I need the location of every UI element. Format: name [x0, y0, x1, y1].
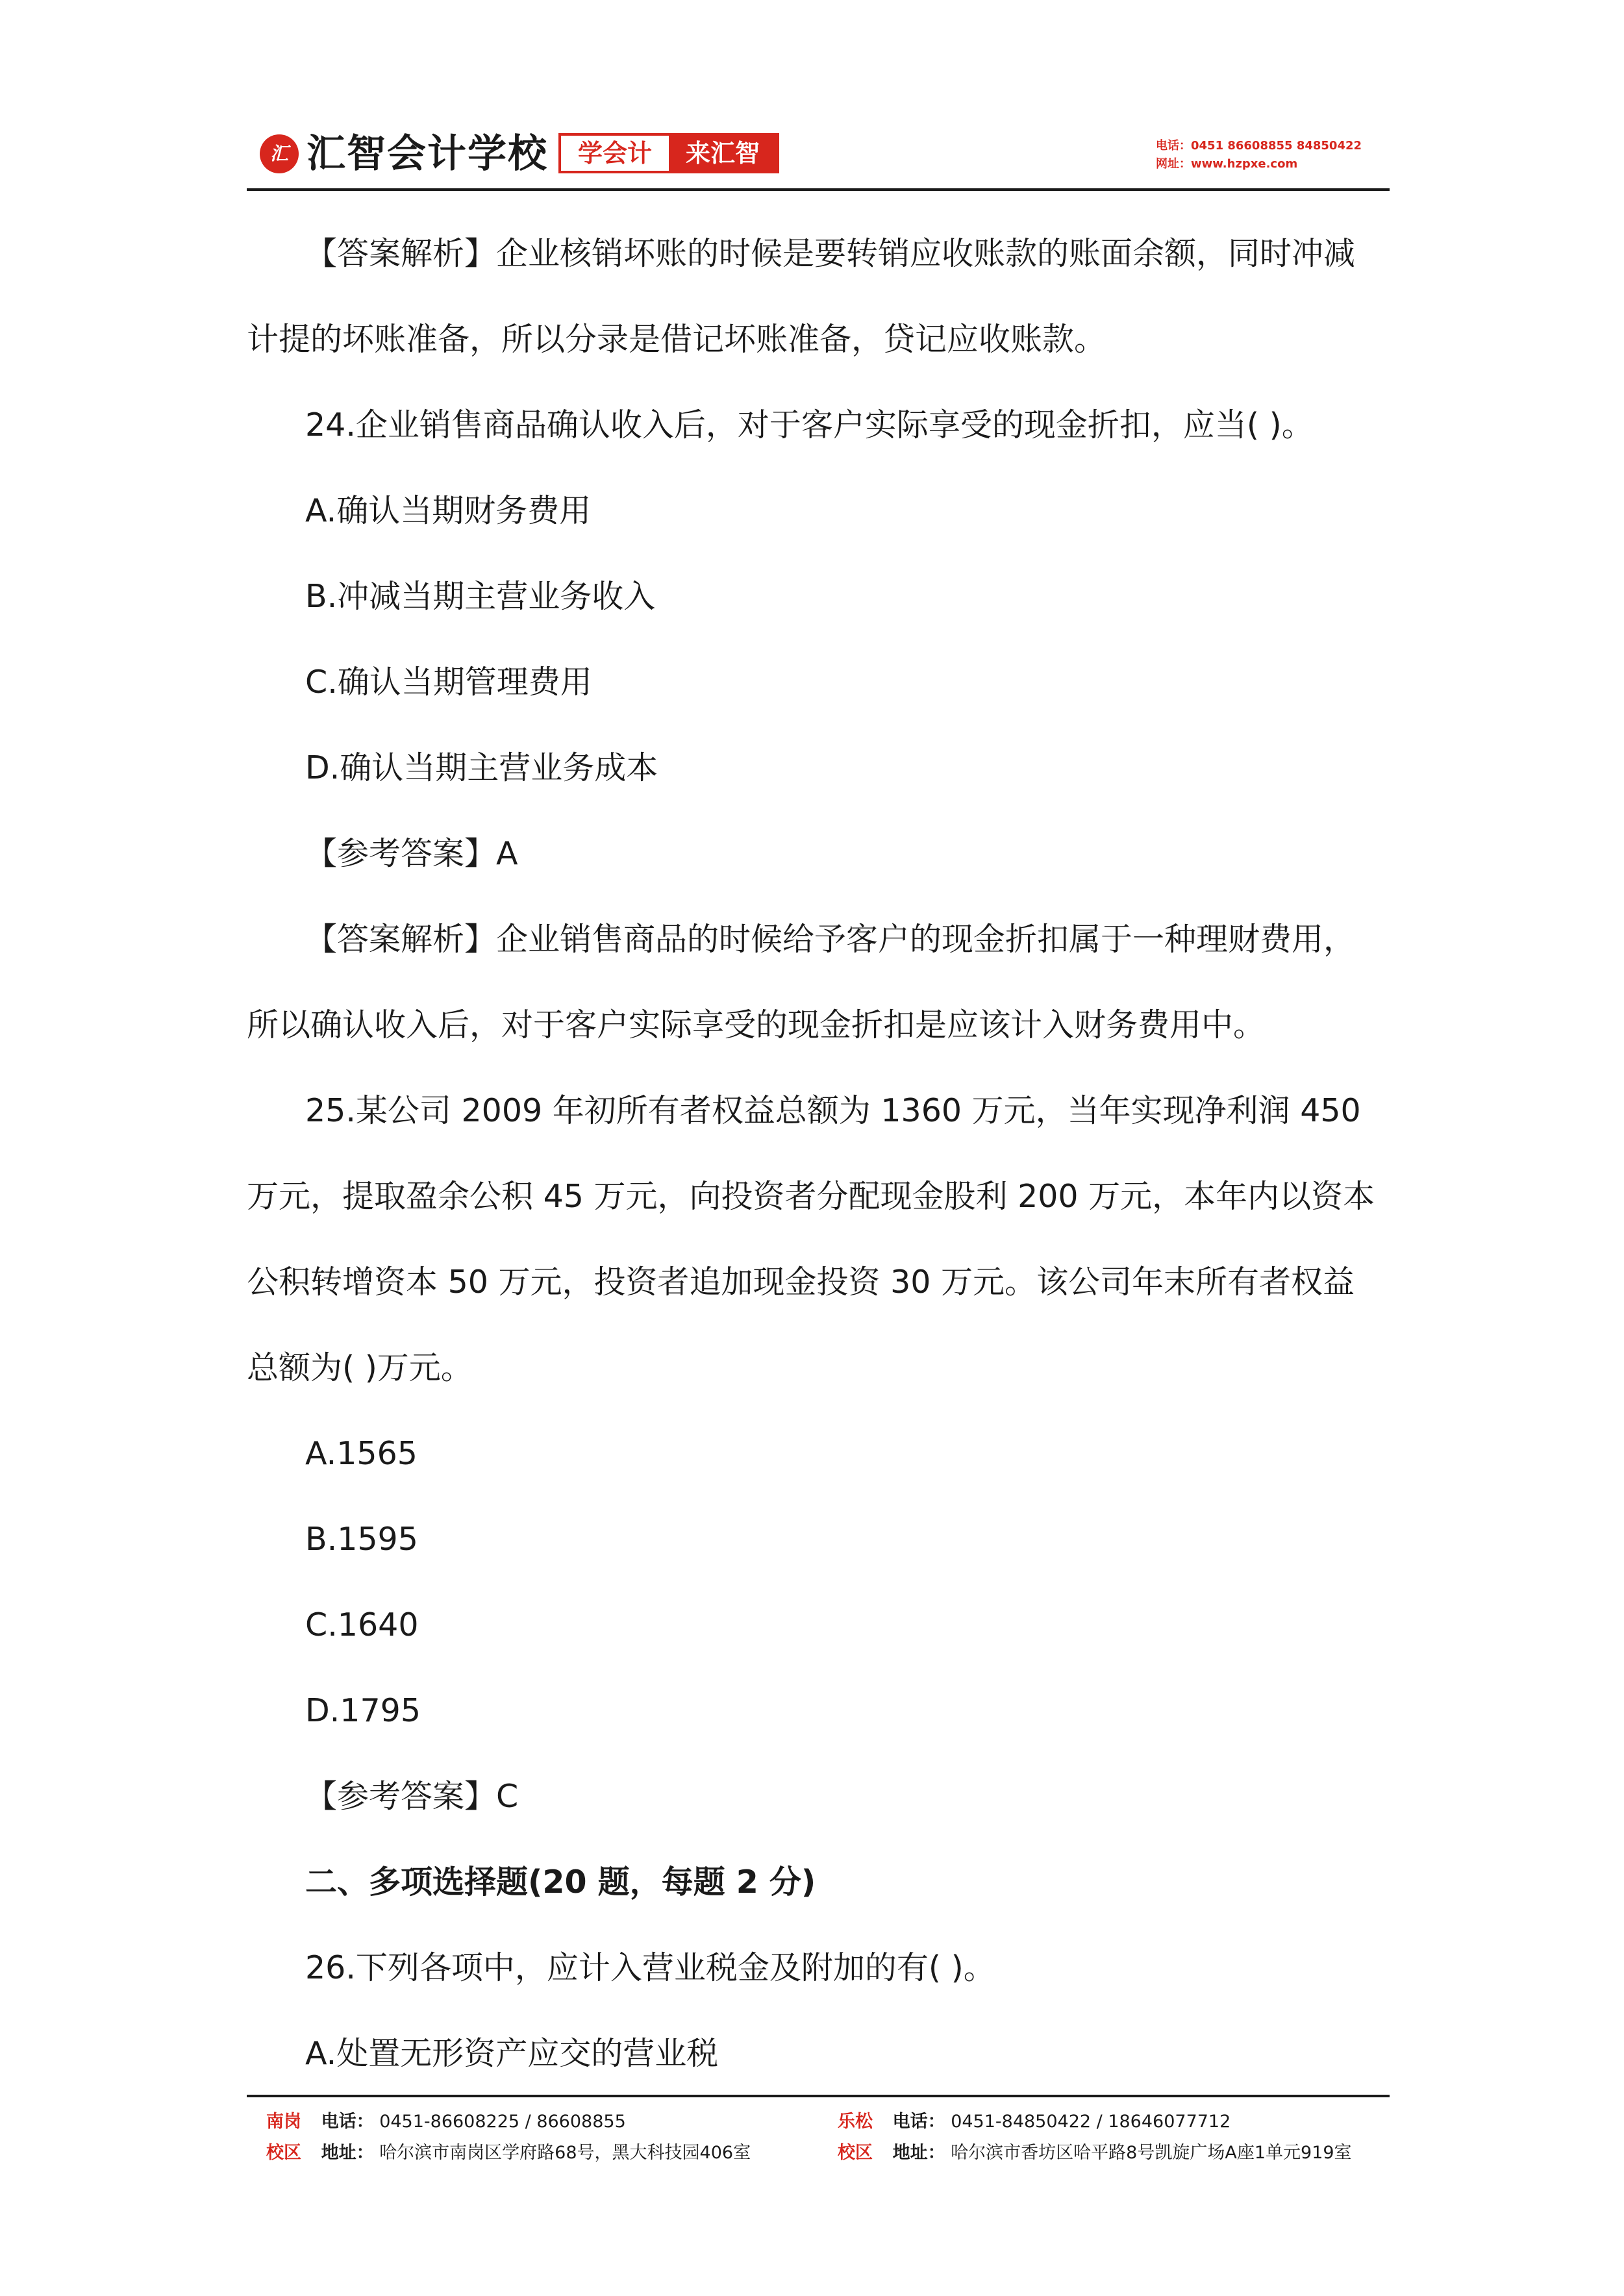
campus-tag-label: 校区: [838, 2143, 873, 2163]
phone-label: 电话：: [321, 2112, 374, 2132]
slogan-right: 来汇智: [669, 136, 777, 171]
school-logo-icon: 汇: [260, 134, 299, 173]
section-heading-multiple-choice: 二、多项选择题(20 题，每题 2 分): [305, 1864, 816, 1901]
option-25-b: B.1595: [305, 1521, 418, 1558]
question-25: 25.某公司 2009 年初所有者权益总额为 1360 万元，当年实现净利润 450: [305, 1092, 1361, 1129]
question-25-line4: 总额为( )万元。: [247, 1349, 473, 1386]
address-label: 地址：: [892, 2143, 945, 2163]
footer-nangang-campus: [266, 2106, 751, 2169]
campus-tag-label: 校区: [266, 2143, 301, 2163]
reference-answer-25: 【参考答案】C: [305, 1778, 519, 1815]
option-24-a: A.确认当期财务费用: [305, 492, 592, 529]
header-website: 网址：www.hzpxe.com: [1156, 157, 1298, 171]
phone-label: 电话：: [892, 2112, 945, 2132]
reference-answer-24: 【参考答案】A: [305, 835, 518, 872]
footer-divider: [247, 2095, 1390, 2097]
option-24-d: D.确认当期主营业务成本: [305, 749, 658, 786]
footer-lesong-campus: [838, 2106, 1352, 2169]
header-phone: 电话：0451 86608855 84850422: [1156, 139, 1362, 153]
slogan-banner: [558, 133, 779, 173]
campus-tag-nangang: 南岗: [266, 2112, 301, 2132]
campus-tag-lesong: 乐松: [838, 2112, 873, 2132]
question-26: 26.下列各项中，应计入营业税金及附加的有( )。: [305, 1949, 995, 1986]
page-header: [247, 127, 1390, 192]
address-label: 地址：: [321, 2143, 374, 2163]
option-26-a: A.处置无形资产应交的营业税: [305, 2035, 719, 2072]
answer-explanation-24-cont: 所以确认收入后，对于客户实际享受的现金折扣是应该计入财务费用中。: [247, 1006, 1266, 1043]
slogan-left: 学会计: [561, 136, 669, 171]
question-25-line2: 万元，提取盈余公积 45 万元，向投资者分配现金股利 200 万元，本年内以资本: [247, 1178, 1375, 1215]
nangang-phone: 0451-86608225 / 86608855: [379, 2112, 626, 2132]
school-name: 汇智会计学校: [306, 131, 548, 177]
page-footer: [247, 2106, 1390, 2184]
header-divider: [247, 188, 1390, 191]
answer-explanation-24: 【答案解析】企业销售商品的时候给予客户的现金折扣属于一种理财费用，: [305, 921, 1356, 958]
document-body: [247, 211, 1390, 2097]
option-25-a: A.1565: [305, 1435, 418, 1472]
option-25-d: D.1795: [305, 1692, 421, 1729]
lesong-phone: 0451-84850422 / 18646077712: [951, 2112, 1231, 2132]
option-24-b: B.冲减当期主营业务收入: [305, 578, 656, 615]
option-24-c: C.确认当期管理费用: [305, 664, 592, 701]
answer-explanation-23: 【答案解析】企业核销坏账的时候是要转销应收账款的账面余额，同时冲减: [305, 235, 1356, 272]
question-24: 24.企业销售商品确认收入后，对于客户实际享受的现金折扣，应当( )。: [305, 406, 1314, 443]
option-25-c: C.1640: [305, 1606, 419, 1643]
lesong-address: 哈尔滨市香坊区哈平路8号凯旋广场A座1单元919室: [951, 2143, 1352, 2163]
answer-explanation-23-cont: 计提的坏账准备，所以分录是借记坏账准备，贷记应收账款。: [247, 321, 1106, 358]
header-contact: [1156, 137, 1362, 173]
nangang-address: 哈尔滨市南岗区学府路68号，黑大科技园406室: [379, 2143, 751, 2163]
question-25-line3: 公积转增资本 50 万元，投资者追加现金投资 30 万元。该公司年末所有者权益: [247, 1264, 1355, 1301]
